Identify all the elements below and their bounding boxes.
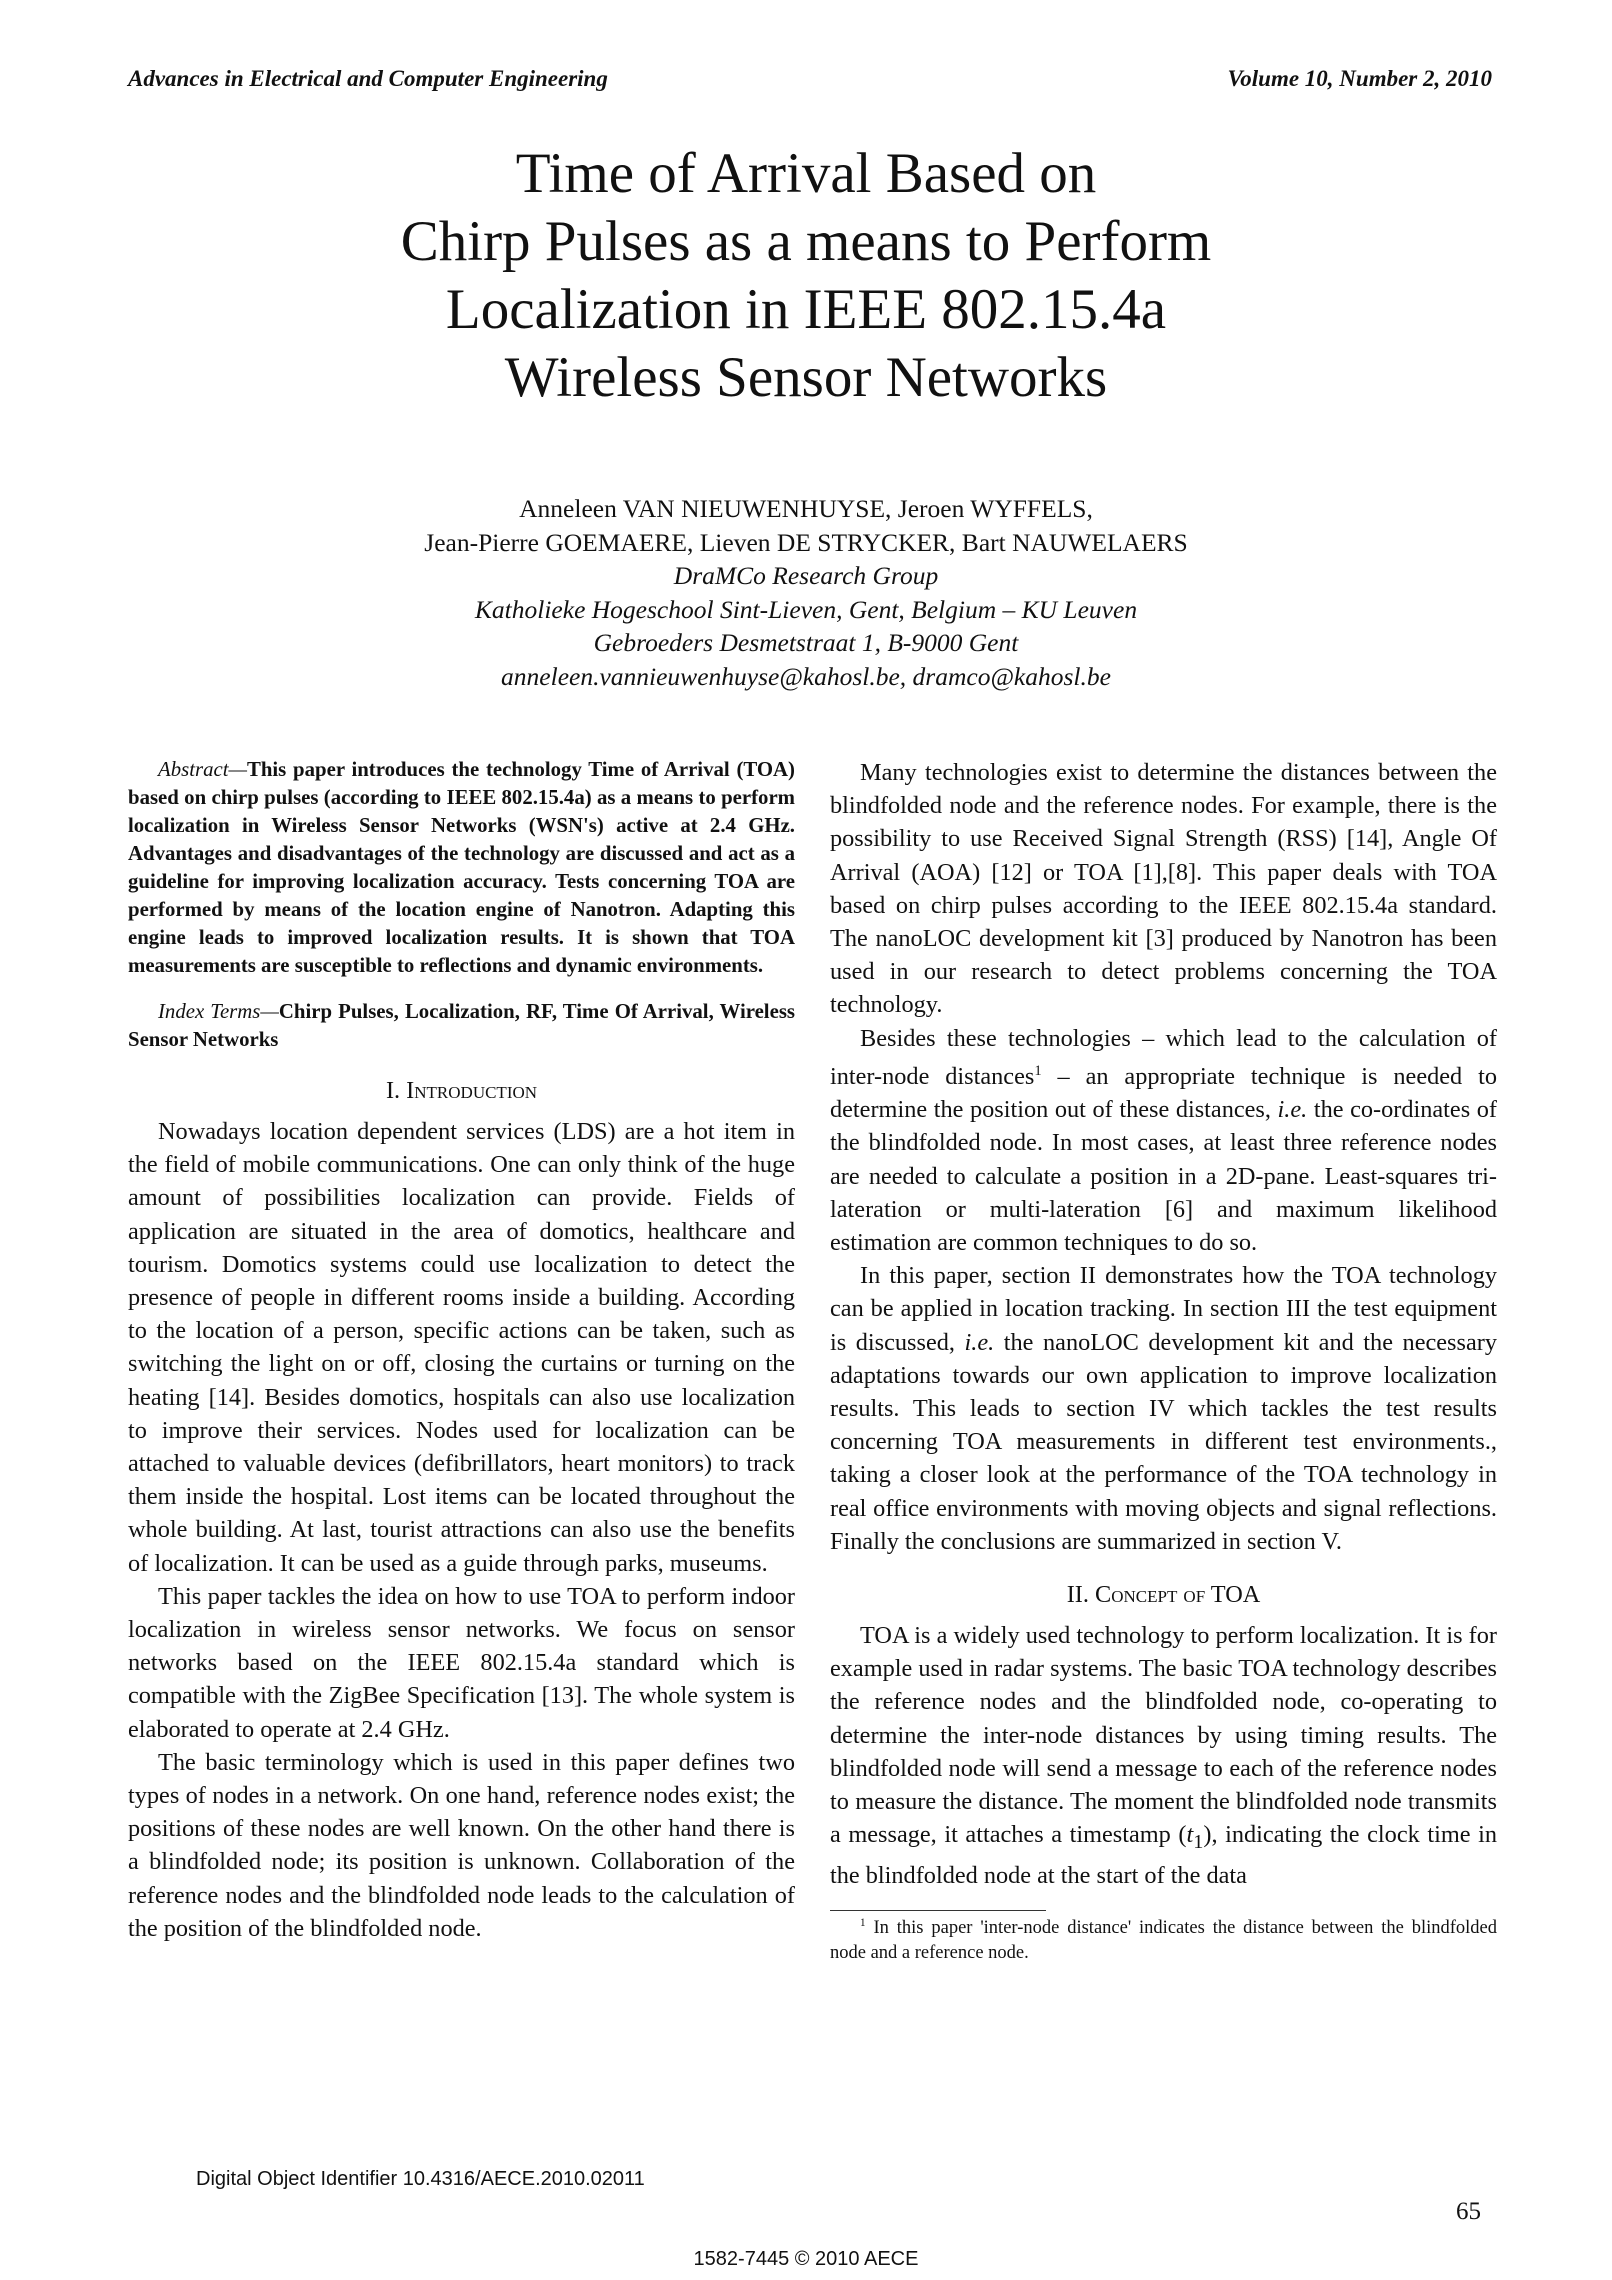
paragraph: Besides these technologies – which lead to the calculation of inter-node distances$^1$ – an appropriate technique is needed to determine the position out of these distances, i.e. the co-ordinates of the blindfolded node. In most cases, at least three reference nodes are needed to calculate a position in a 2D-pane. Least-squares tri-lateration or multi-lateration [6] and maximum likelihood estimation are common techniques to do so.	[830, 1024, 1497, 1256]
volume-info: Volume 10, Number 2, 2010	[1227, 66, 1492, 91]
paragraph: Nowadays location dependent services (LDS) are a hot item in the field of mobile communications. One can only think of the huge amount of possibilities localization can provide. Fields of application are situated in the area of domotics, healthcare and tourism. Domotics systems could use localization to detect the presence of people in different rooms inside a building. According to the location of a person, specific actions can be taken, such as switching the light on or off, closing the curtains or turning on the heating [14]. Besides domotics, hospitals can also use localization to improve their services. Nodes used for localization can be attached to valuable devices (defibrillators, heart monitors) to track them inside the hospital. Lost items can be located throughout the whole building. At last, tourist attractions can also use the benefits of localization. It can be used as a guide through parks, museums.	[128, 1118, 795, 1577]
title-line: Chirp Pulses as a means to Perform	[400, 210, 1212, 273]
left-column	[128, 756, 795, 1945]
right-column	[830, 756, 1497, 1966]
journal-name: Advances in Electrical and Computer Engineering	[128, 66, 608, 91]
paragraph: This paper tackles the idea on how to use TOA to perform indoor localization in wireless sensor networks. We focus on sensor networks based on the IEEE 802.15.4a standard which is compatible with the ZigBee Specification [13]. The whole system is elaborated to operate at 2.4 GHz.	[128, 1582, 795, 1743]
abstract-lead: Abstract—	[158, 758, 247, 781]
section-heading-introduction: I. Introduction	[385, 1077, 538, 1104]
index-terms-lead: Index Terms—	[158, 1000, 279, 1023]
doi: Digital Object Identifier 10.4316/AECE.2010.02011	[196, 2168, 645, 2190]
footnote-text: In this paper 'inter-node distance' indicates the distance between the blindfolded node and a reference node.	[830, 1918, 1497, 1964]
index-terms	[128, 998, 795, 1054]
abstract-text: This paper introduces the technology Time of Arrival (TOA) based on chirp pulses (according to IEEE 802.15.4a) as a means to perform localization in Wireless Sensor Networks (WSN's) active at 2.4 GHz. Advantages and disadvantages of the technology are discussed and act as a guideline for improving localization accuracy. Tests concerning TOA are performed by means of the location engine of Nanotron. Adapting this engine leads to improved localization results. It is shown that TOA measurements are susceptible to reflections and dynamic environments.	[128, 758, 795, 977]
author-names-line-2: Jean-Pierre GOEMAERE, Lieven DE STRYCKER, Bart NAUWELAERS	[424, 527, 1188, 557]
page-number: 65	[1456, 2198, 1481, 2225]
section-heading-concept-of-toa: II. Concept of TOA	[1066, 1580, 1261, 1608]
address: Gebroeders Desmetstraat 1, B-9000 Gent	[593, 628, 1019, 657]
paragraph: The basic terminology which is used in this paper defines two types of nodes in a network. On one hand, reference nodes exist; the positions of these nodes are well known. On the other hand there is a blindfolded node; its position is unknown. Collaboration of the reference nodes and the blindfolded node leads to the calculation of the position of the blindfolded node.	[128, 1748, 795, 1942]
paper-title	[200, 140, 1412, 412]
emails: anneleen.vannieuwenhuyse@kahosl.be, dramco@kahosl.be	[501, 661, 1111, 691]
paragraph: TOA is a widely used technology to perform localization. It is for example used in radar systems. The basic TOA technology describes the reference nodes and the blindfolded node, co-operating to determine the inter-node distances by using timing results. The blindfolded node will send a message to each of the reference nodes to measure the distance. The moment the blindfolded node transmits a message, it attaches a timestamp $(t_1)$, indicating the clock time in the blindfolded node at the start of the data	[830, 1621, 1498, 1890]
title-line: Wireless Sensor Networks	[504, 346, 1108, 409]
institution: Katholieke Hogeschool Sint-Lieven, Gent, Belgium – KU Leuven	[474, 594, 1138, 624]
footnote-mark: 1	[1034, 1062, 1042, 1079]
author-names-line-1: Anneleen VAN NIEUWENHUYSE, Jeroen WYFFELS,	[519, 494, 1093, 523]
title-line: Localization in IEEE 802.15.4a	[445, 278, 1167, 341]
running-header	[128, 66, 1492, 92]
index-terms-text: Chirp Pulses, Localization, RF, Time Of Arrival, Wireless Sensor Networks	[128, 1000, 796, 1051]
paragraph: In this paper, section II demonstrates how the TOA technology can be applied in location tracking. In section III the test equipment is discussed, i.e. the nanoLOC development kit and the necessary adaptations towards our own application to improve localization results. This leads to section IV which tackles the test results concerning TOA measurements in different test environments., taking a closer look at the performance of the TOA technology in real office environments with moving objects and signal reflections. Finally the conclusions are summarized in section V.	[830, 1262, 1497, 1555]
copyright: 1582-7445 © 2010 AECE	[693, 2248, 919, 2270]
title-line: Time of Arrival Based on	[515, 142, 1097, 205]
paragraph: Many technologies exist to determine the distances between the blindfolded node and the reference nodes. For example, there is the possibility to use Received Signal Strength (RSS) [14], Angle Of Arrival (AOA) [12] or TOA [1],[8]. This paper deals with TOA based on chirp pulses according to the IEEE 802.15.4a standard. The nanoLOC development kit [3] produced by Nanotron has been used in our research to detect problems concerning the TOA technology.	[830, 759, 1497, 1019]
research-group: DraMCo Research Group	[673, 561, 939, 590]
author-block	[200, 492, 1412, 693]
abstract	[128, 756, 795, 980]
footnote-number: 1	[860, 1917, 866, 1930]
footnote	[830, 1911, 1497, 1965]
